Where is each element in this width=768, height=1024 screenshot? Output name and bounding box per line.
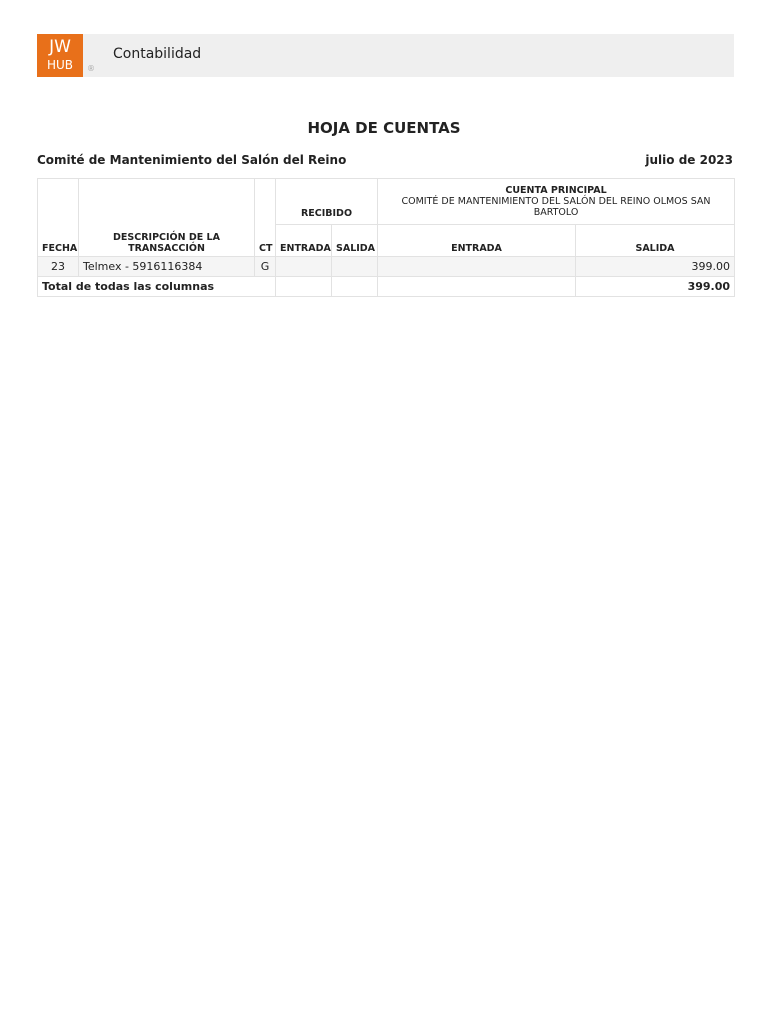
app-header [37, 34, 734, 77]
header-cuenta-salida: SALIDA [576, 225, 735, 257]
cuenta-principal-label: CUENTA PRINCIPAL [505, 185, 607, 196]
cell-recibido-entrada [276, 257, 332, 277]
cell-fecha: 23 [38, 257, 79, 277]
cell-recibido-salida [332, 257, 378, 277]
total-recibido-salida [332, 277, 378, 297]
header-fecha: FECHA [38, 179, 79, 257]
report-period: julio de 2023 [645, 153, 733, 167]
header-recibido: RECIBIDO [276, 179, 378, 225]
registered-mark: ® [87, 64, 95, 73]
logo-text-hub: HUB [46, 58, 74, 72]
table-row [38, 257, 735, 277]
cell-descripcion: Telmex - 5916116384 [79, 257, 255, 277]
logo-text-jw: JW [49, 37, 71, 57]
header-recibido-entrada: ENTRADA [276, 225, 332, 257]
accounts-sheet-table [37, 178, 735, 297]
header-recibido-salida: SALIDA [332, 225, 378, 257]
cell-cuenta-salida: 399.00 [576, 257, 735, 277]
app-name: Contabilidad [113, 46, 202, 62]
cell-cuenta-entrada [378, 257, 576, 277]
jw-hub-logo[interactable] [37, 34, 83, 77]
cuenta-principal-name: COMITÉ DE MANTENIMIENTO DEL SALÓN DEL REINO OLMOS SAN BARTOLO [401, 196, 711, 218]
total-cuenta-entrada [378, 277, 576, 297]
total-recibido-entrada [276, 277, 332, 297]
header-cuenta-principal [378, 179, 735, 225]
header-ct: CT [255, 179, 276, 257]
total-cuenta-salida: 399.00 [576, 277, 735, 297]
organization-name: Comité de Mantenimiento del Salón del Reino [37, 153, 347, 167]
total-row [38, 277, 735, 297]
header-cuenta-entrada: ENTRADA [378, 225, 576, 257]
cell-ct: G [255, 257, 276, 277]
header-descripcion: DESCRIPCIÓN DE LA TRANSACCIÓN [79, 179, 255, 257]
page-title: HOJA DE CUENTAS [307, 119, 461, 137]
total-label: Total de todas las columnas [38, 277, 276, 297]
